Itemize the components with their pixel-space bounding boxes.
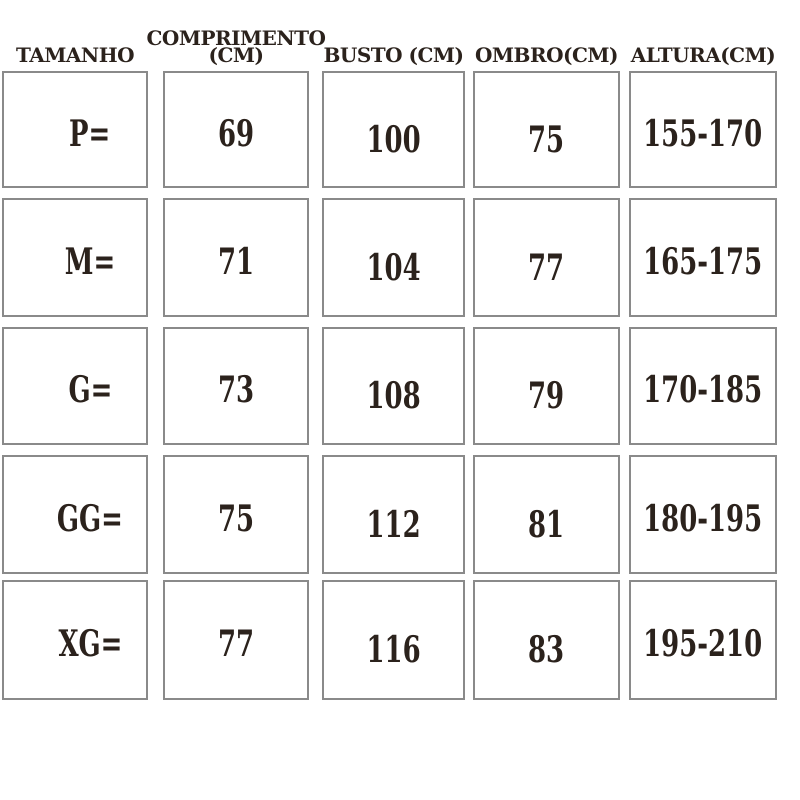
cell-g-comprimento xyxy=(163,327,309,445)
cell-m-ombro xyxy=(473,198,620,317)
value: 195-210 xyxy=(643,623,763,665)
value: 165-175 xyxy=(643,240,763,283)
value: 77 xyxy=(217,623,255,665)
value: 71 xyxy=(217,240,255,283)
cell-gg-busto xyxy=(322,455,465,574)
value: 155-170 xyxy=(643,112,763,155)
column-header-busto xyxy=(322,0,465,71)
size-label: GG= xyxy=(57,497,123,540)
cell-p-comprimento xyxy=(163,71,309,188)
column-header-altura xyxy=(629,0,777,71)
cell-p-busto xyxy=(322,71,465,188)
column-header-label: TAMANHO xyxy=(15,43,135,67)
value: 108 xyxy=(366,375,421,417)
column-header-tamanho xyxy=(2,0,148,71)
cell-xg-busto xyxy=(322,580,465,700)
value: 77 xyxy=(528,246,565,289)
cell-gg-comprimento xyxy=(163,455,309,574)
cell-xg-comprimento xyxy=(163,580,309,700)
cell-m-tamanho xyxy=(2,198,148,317)
size-label: P= xyxy=(69,112,111,155)
value: 83 xyxy=(528,629,565,671)
value: 104 xyxy=(366,246,421,289)
value: 75 xyxy=(528,118,565,161)
cell-gg-tamanho xyxy=(2,455,148,574)
cell-g-tamanho xyxy=(2,327,148,445)
cell-xg-ombro xyxy=(473,580,620,700)
cell-xg-altura xyxy=(629,580,777,700)
cell-g-busto xyxy=(322,327,465,445)
cell-p-altura xyxy=(629,71,777,188)
cell-xg-tamanho xyxy=(2,580,148,700)
column-header-label: COMPRIMENTO (CM) xyxy=(146,26,326,67)
cell-m-busto xyxy=(322,198,465,317)
cell-m-altura xyxy=(629,198,777,317)
column-header-label: OMBRO(CM) xyxy=(475,43,618,67)
cell-p-ombro xyxy=(473,71,620,188)
cell-m-comprimento xyxy=(163,198,309,317)
value: 112 xyxy=(366,503,421,546)
value: 73 xyxy=(217,369,255,411)
cell-p-tamanho xyxy=(2,71,148,188)
value: 116 xyxy=(366,629,421,671)
value: 100 xyxy=(366,118,421,161)
size-label: M= xyxy=(64,240,116,283)
value: 69 xyxy=(217,112,255,155)
value: 75 xyxy=(217,497,255,540)
value: 170-185 xyxy=(643,369,763,411)
cell-gg-ombro xyxy=(473,455,620,574)
column-header-label: ALTURA(CM) xyxy=(630,43,776,67)
column-header-ombro xyxy=(473,0,620,71)
cell-gg-altura xyxy=(629,455,777,574)
value: 81 xyxy=(528,503,565,546)
value: 180-195 xyxy=(643,497,763,540)
column-header-label: BUSTO (CM) xyxy=(323,43,464,67)
value: 79 xyxy=(528,375,565,417)
cell-g-altura xyxy=(629,327,777,445)
size-label: G= xyxy=(68,369,112,411)
cell-g-ombro xyxy=(473,327,620,445)
column-header-comprimento xyxy=(146,0,326,71)
size-label: XG= xyxy=(58,623,122,665)
